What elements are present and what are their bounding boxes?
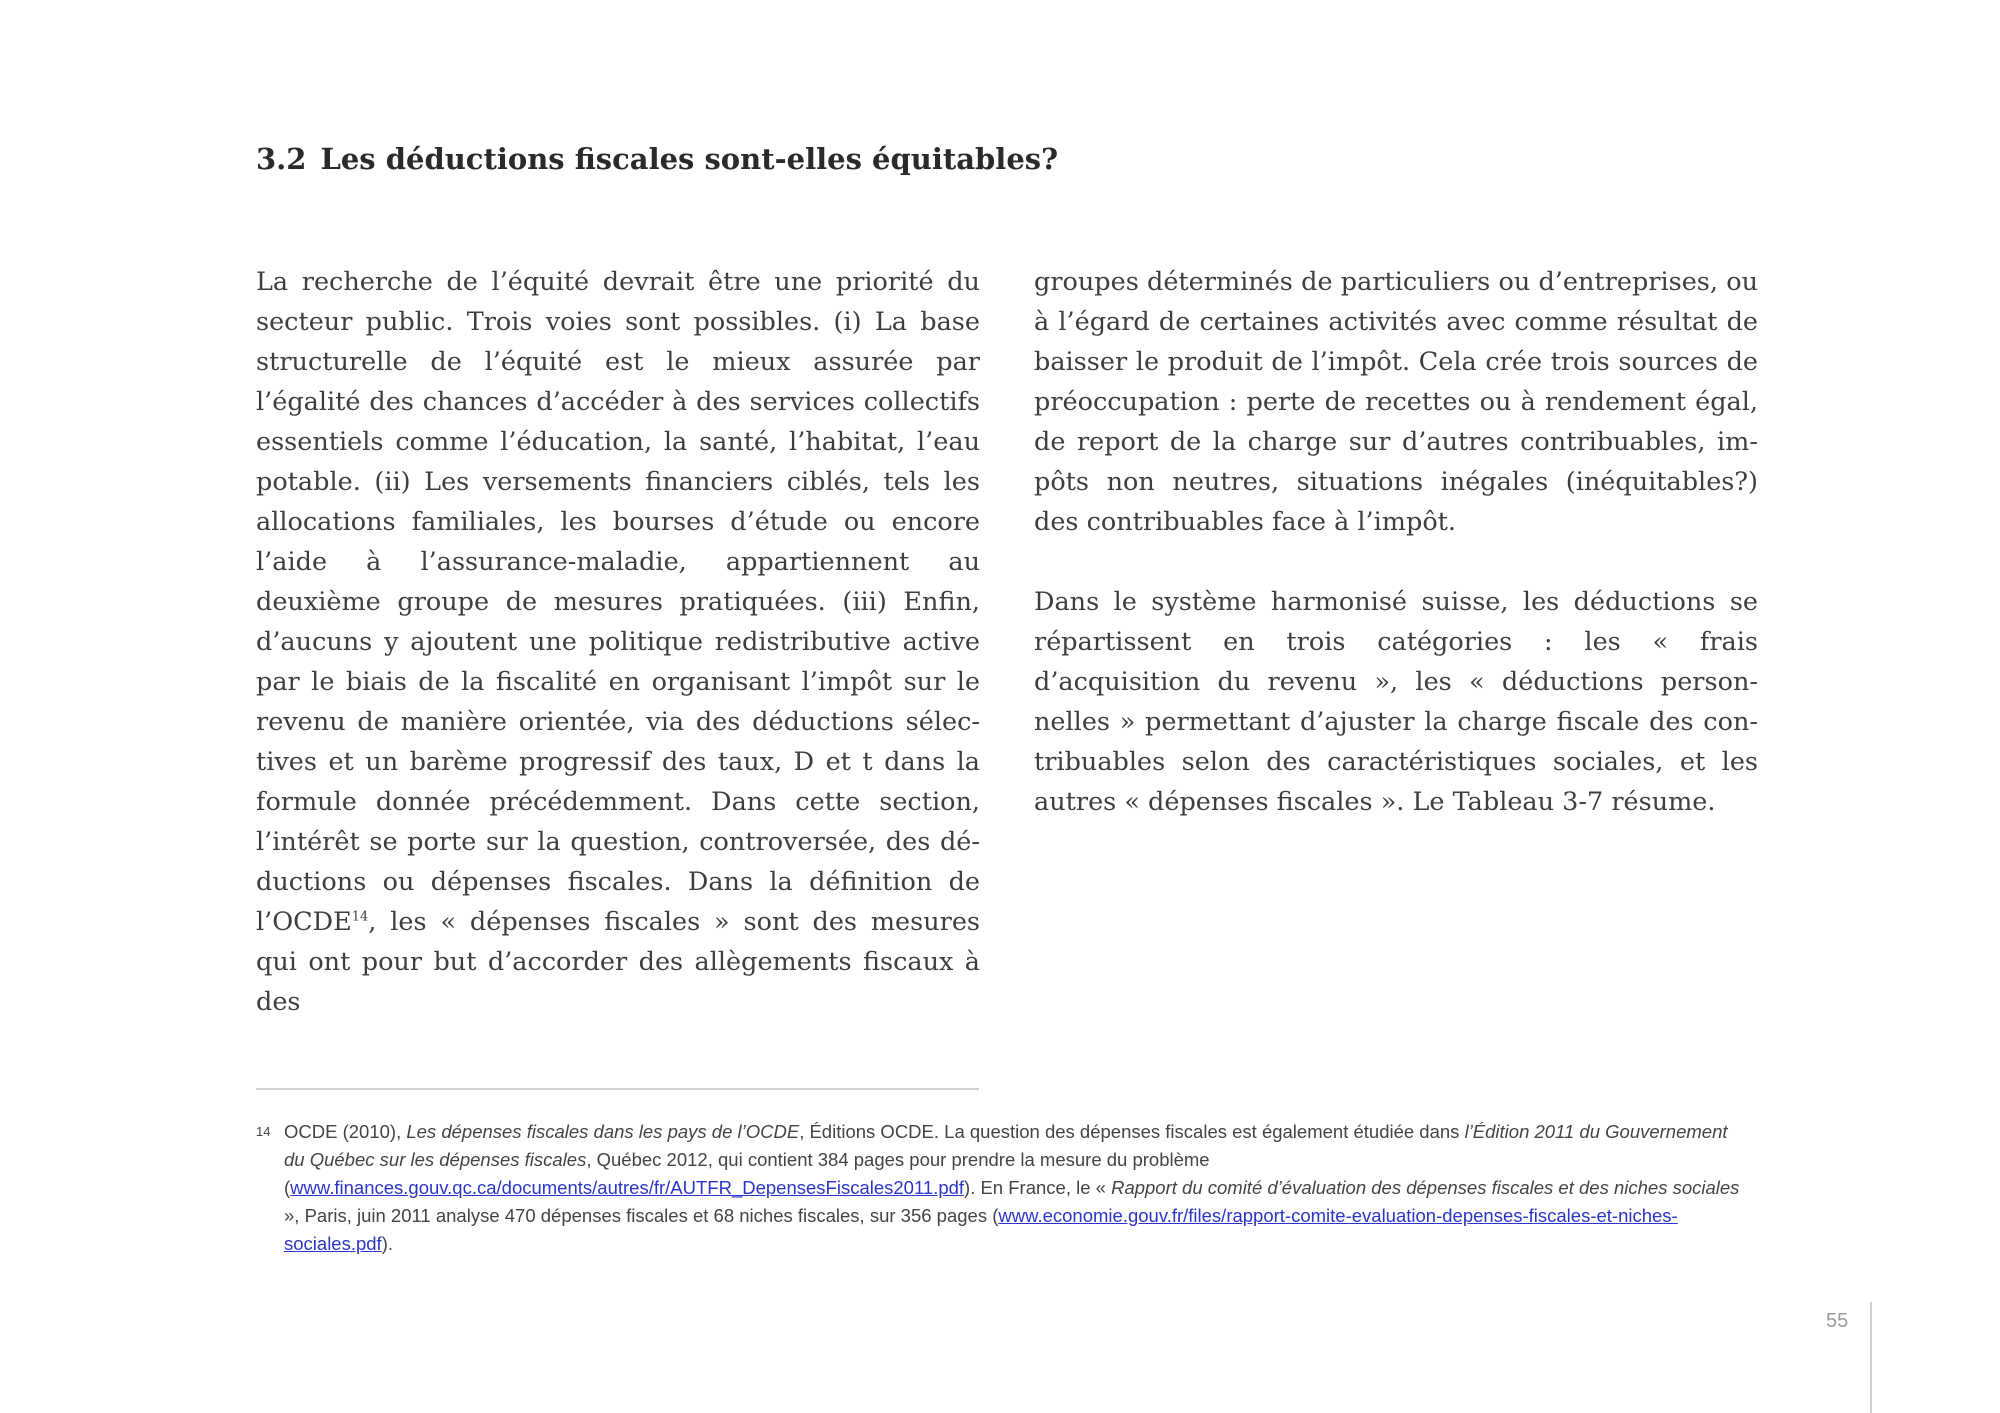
footnote-text-segment: , Québec 2012, qui contient 384 pages pour prendre la mesure du problème ( xyxy=(284,1149,1210,1198)
page-number: 55 xyxy=(1826,1310,1849,1332)
body-text: , les « dépenses fiscales » sont des mesures qui ont pour but d’accorder des allègements fiscaux à des xyxy=(256,907,980,1017)
footnote-separator xyxy=(256,1088,979,1090)
body-column-right xyxy=(1034,262,1758,862)
footnote-italic-title: Rapport du comité d’évaluation des dépenses fiscales et des niches sociales xyxy=(1111,1177,1740,1198)
footnote-text-segment: , Éditions OCDE. La question des dépenses fiscales est également étudiée dans xyxy=(799,1121,1465,1142)
footnote-text-segment: OCDE (2010), xyxy=(284,1121,407,1142)
footnote xyxy=(256,1118,1746,1258)
body-paragraph xyxy=(256,262,980,1022)
footnote-text-segment: ). En France, le « xyxy=(964,1177,1112,1198)
body-paragraph: groupes déterminés de particuliers ou d’entreprises, ou à l’égard de certaines activités avec comme résultat de baisser le produit de l’impôt. Cela crée trois sources de préoccupation : perte de recettes ou à rendement égal, de report de la charge sur d’autres contribuables, impôts non neutres, situations inégales (inéquitables?) des contribuables face à l’impôt. xyxy=(1034,267,1758,537)
section-number: 3.2 xyxy=(256,142,307,176)
body-paragraph: Dans le système harmonisé suisse, les déductions se répartissent en trois catégories : les « frais d’acquisition du revenu », les « déductions personnelles » permettant d’ajuster la charge fiscale des contribuables selon des caractéristiques sociales, et les autres « dépenses fiscales ». Le Tableau 3-7 résume. xyxy=(1034,587,1758,817)
body-column-left xyxy=(256,262,980,1062)
page-number-rule xyxy=(1870,1302,1872,1413)
footnote-number: 14 xyxy=(256,1124,271,1139)
body-text: La recherche de l’équité devrait être une priorité du secteur public. Trois voies sont possibles. (i) La base structurelle de l’équité est le mieux assurée par l’égalité des chances d’accéder à des services collectifs essentiels comme l’éducation, la santé, l’habitat, l’eau potable. (ii) Les versements financiers ciblés, tels les allocations familiales, les bourses d’étude ou encore l’aide à l’assurance-maladie, appartiennent au deuxième groupe de mesures pratiquées. (iii) Enfin, d’aucuns y ajoutent une politique redistributive active par le biais de la fiscalité en organisant l’impôt sur le revenu de manière orientée, via des déductions sélectives et un barème progressif des taux, D et t dans la formule donnée précédemment. Dans cette section, l’intérêt se porte sur la question, controversée, des déductions ou dépenses fiscales. Dans la définition de l’OCDE xyxy=(256,267,980,937)
footnote-italic-title: Les dépenses fiscales dans les pays de l’OCDE xyxy=(406,1121,800,1142)
footnote-italic-title: l’Édition 2011 du Gouvernement du Québec sur les dépenses fiscales xyxy=(284,1121,1728,1170)
footnote-text xyxy=(284,1118,1746,1258)
section-heading xyxy=(256,142,1058,176)
footnote-link-france[interactable]: www.economie.gouv.fr/files/rapport-comite-evaluation-depenses-fiscales-et-niches-sociales.pdf xyxy=(284,1205,1678,1254)
footnote-link-quebec[interactable]: www.finances.gouv.qc.ca/documents/autres/fr/AUTFR_DepensesFiscales2011.pdf xyxy=(290,1177,965,1198)
footnote-reference[interactable]: 14 xyxy=(351,909,369,925)
footnote-text-segment: », Paris, juin 2011 analyse 470 dépenses fiscales et 68 niches fiscales, sur 356 pages ( xyxy=(284,1205,999,1226)
footnote-text-segment: ). xyxy=(381,1233,394,1254)
section-title: Les déductions fiscales sont-elles équitables? xyxy=(320,142,1059,176)
